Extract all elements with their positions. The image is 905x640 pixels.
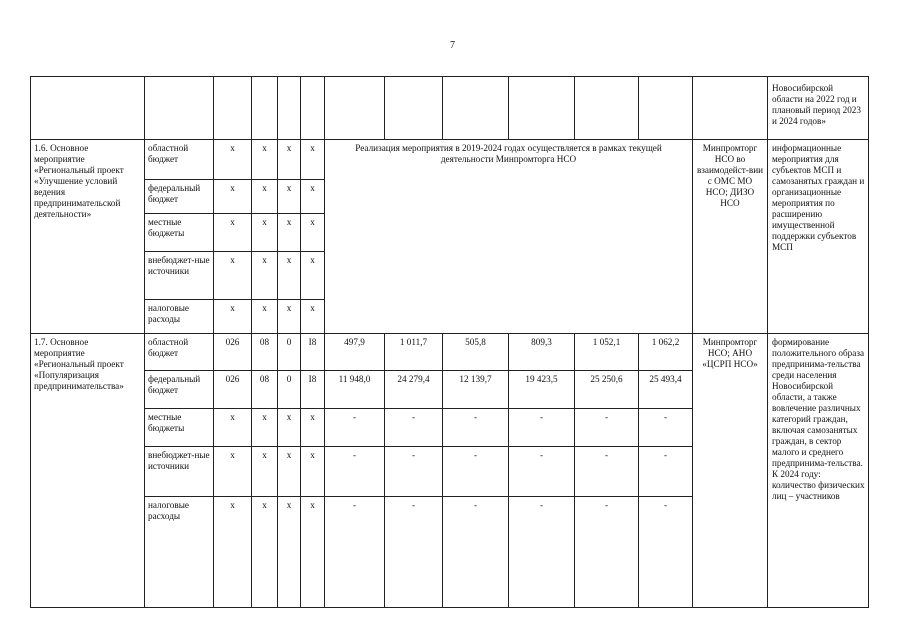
- funding-source: областной бюджет: [145, 140, 214, 180]
- code-cell: x: [278, 214, 301, 252]
- page-number: 7: [450, 40, 455, 51]
- code-cell: x: [252, 180, 278, 214]
- implementation-note: Реализация мероприятия в 2019-2024 годах осуществляется в рамках текущей деятельности Минпромторга НСО: [325, 140, 693, 334]
- value-cell: -: [443, 497, 509, 608]
- code-cell: x: [301, 180, 325, 214]
- empty-cell: [509, 77, 575, 140]
- value-cell: 12 139,7: [443, 371, 509, 409]
- funding-source: местные бюджеты: [145, 214, 214, 252]
- code-cell: x: [252, 214, 278, 252]
- funding-source: федеральный бюджет: [145, 371, 214, 409]
- program-table: [30, 76, 869, 608]
- executor: Минпромторг НСО во взаимодейст-вии с ОМС МО НСО; ДИЗО НСО: [693, 140, 768, 334]
- code-cell: x: [214, 252, 252, 300]
- value-cell: 11 948,0: [325, 371, 385, 409]
- value-cell: -: [575, 497, 639, 608]
- value-cell: 809,3: [509, 334, 575, 371]
- value-cell: -: [509, 409, 575, 447]
- funding-source: областной бюджет: [145, 334, 214, 371]
- code-cell: x: [252, 497, 278, 608]
- code-cell: 0: [278, 334, 301, 371]
- value-cell: -: [385, 447, 443, 497]
- expected-result: формирование положительного образа предпринима-тельства среди населения Новосибирской области, а также вовлечение различных категорий граждан, включая самозанятых граждан, в сектор малого и среднего предпринима-тельства. К 2024 году: количество физических лиц – участников: [768, 334, 869, 608]
- code-cell: x: [214, 180, 252, 214]
- table-row: [31, 140, 869, 180]
- value-cell: -: [443, 447, 509, 497]
- value-cell: -: [325, 447, 385, 497]
- value-cell: 1 011,7: [385, 334, 443, 371]
- funding-source: местные бюджеты: [145, 409, 214, 447]
- code-cell: x: [214, 140, 252, 180]
- code-cell: x: [278, 447, 301, 497]
- code-cell: x: [214, 214, 252, 252]
- value-cell: -: [639, 409, 693, 447]
- expected-result: информационные мероприятия для субъектов МСП и самозанятых граждан и организационные мероприятия по расширению имущественной поддержки субъектов МСП: [768, 140, 869, 334]
- value-cell: -: [385, 497, 443, 608]
- code-cell: x: [252, 140, 278, 180]
- code-cell: x: [252, 447, 278, 497]
- code-cell: x: [214, 409, 252, 447]
- empty-cell: [31, 77, 145, 140]
- code-cell: x: [278, 497, 301, 608]
- empty-cell: [278, 77, 301, 140]
- code-cell: 08: [252, 371, 278, 409]
- executor: Минпромторг НСО; АНО «ЦСРП НСО»: [693, 334, 768, 608]
- code-cell: x: [301, 252, 325, 300]
- code-cell: x: [301, 447, 325, 497]
- code-cell: x: [278, 252, 301, 300]
- code-cell: I8: [301, 371, 325, 409]
- empty-cell: [575, 77, 639, 140]
- code-cell: x: [252, 300, 278, 334]
- funding-source: внебюджет-ные источники: [145, 447, 214, 497]
- empty-cell: [443, 77, 509, 140]
- empty-cell: [693, 77, 768, 140]
- empty-cell: [301, 77, 325, 140]
- value-cell: -: [575, 447, 639, 497]
- value-cell: 1 062,2: [639, 334, 693, 371]
- value-cell: 25 250,6: [575, 371, 639, 409]
- value-cell: 497,9: [325, 334, 385, 371]
- code-cell: I8: [301, 334, 325, 371]
- value-cell: -: [509, 497, 575, 608]
- code-cell: x: [252, 252, 278, 300]
- code-cell: x: [301, 214, 325, 252]
- code-cell: x: [278, 140, 301, 180]
- code-cell: 026: [214, 334, 252, 371]
- continuation-note: Новосибирской области на 2022 год и плановый период 2023 и 2024 годов»: [768, 77, 869, 140]
- code-cell: 026: [214, 371, 252, 409]
- empty-cell: [214, 77, 252, 140]
- code-cell: x: [278, 180, 301, 214]
- value-cell: -: [325, 409, 385, 447]
- code-cell: x: [214, 300, 252, 334]
- funding-source: налоговые расходы: [145, 300, 214, 334]
- empty-cell: [325, 77, 385, 140]
- code-cell: x: [214, 447, 252, 497]
- measure-name: 1.7. Основное мероприятие «Региональный проект «Популяризация предпринимательства»: [31, 334, 145, 608]
- value-cell: -: [385, 409, 443, 447]
- code-cell: x: [301, 300, 325, 334]
- code-cell: x: [252, 409, 278, 447]
- funding-source: внебюджет-ные источники: [145, 252, 214, 300]
- continuation-row: [31, 77, 869, 140]
- value-cell: -: [325, 497, 385, 608]
- funding-source: федеральный бюджет: [145, 180, 214, 214]
- code-cell: x: [278, 409, 301, 447]
- measure-name: 1.6. Основное мероприятие «Региональный проект «Улучшение условий ведения предпринимательской деятельности»: [31, 140, 145, 334]
- code-cell: x: [301, 140, 325, 180]
- value-cell: -: [639, 447, 693, 497]
- value-cell: -: [443, 409, 509, 447]
- code-cell: x: [278, 300, 301, 334]
- empty-cell: [145, 77, 214, 140]
- code-cell: 08: [252, 334, 278, 371]
- value-cell: 1 052,1: [575, 334, 639, 371]
- code-cell: x: [214, 497, 252, 608]
- value-cell: 24 279,4: [385, 371, 443, 409]
- value-cell: 19 423,5: [509, 371, 575, 409]
- table-row: [31, 334, 869, 371]
- code-cell: x: [301, 409, 325, 447]
- value-cell: -: [509, 447, 575, 497]
- value-cell: -: [639, 497, 693, 608]
- code-cell: 0: [278, 371, 301, 409]
- empty-cell: [639, 77, 693, 140]
- empty-cell: [385, 77, 443, 140]
- value-cell: 505,8: [443, 334, 509, 371]
- value-cell: 25 493,4: [639, 371, 693, 409]
- value-cell: -: [575, 409, 639, 447]
- empty-cell: [252, 77, 278, 140]
- funding-source: налоговые расходы: [145, 497, 214, 608]
- code-cell: x: [301, 497, 325, 608]
